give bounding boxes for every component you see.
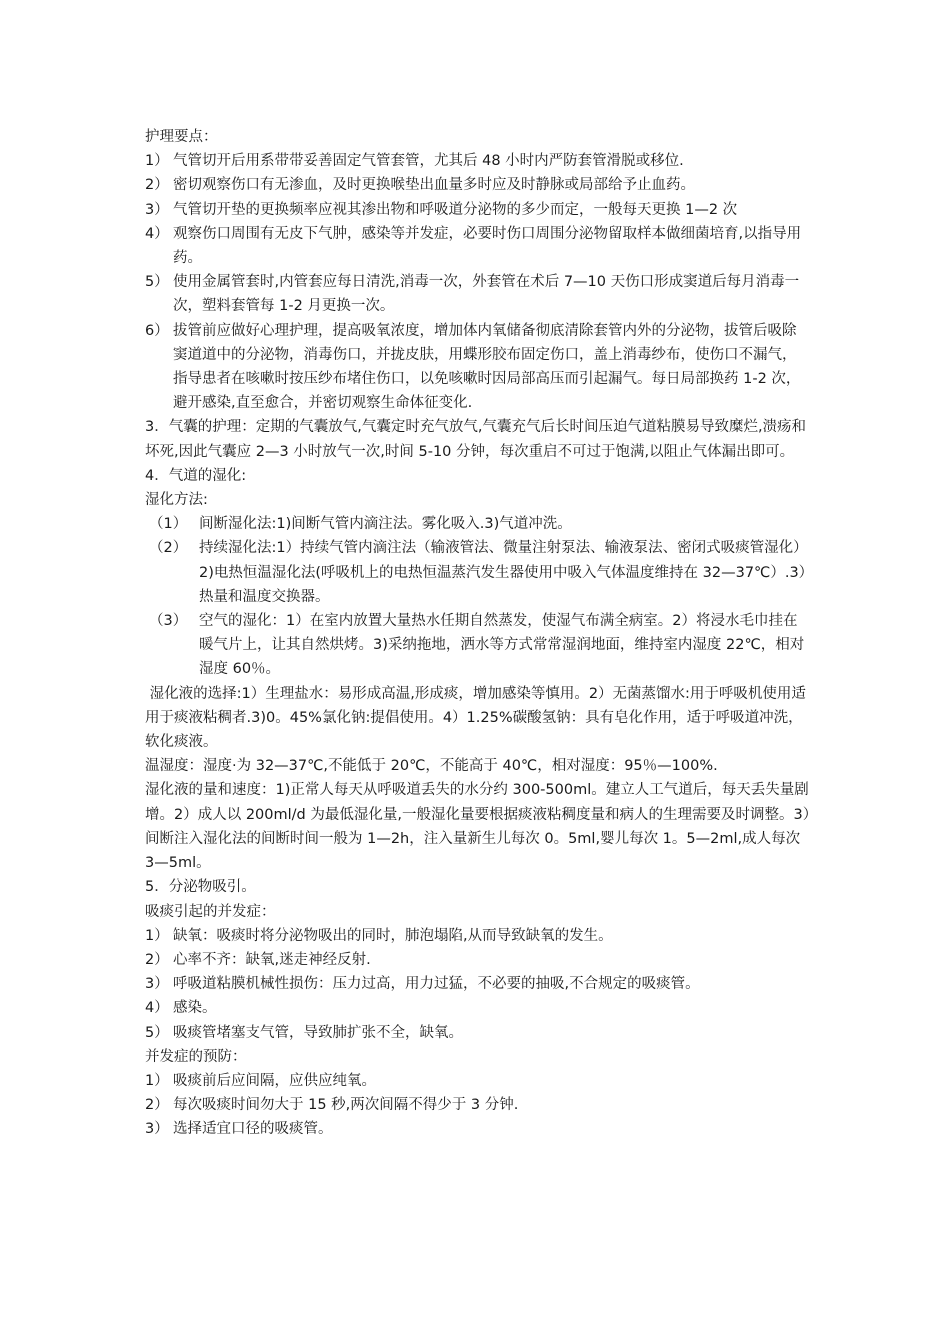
prevention-list — [145, 1069, 810, 1142]
item-text: 气管切开垫的更换频率应视其渗出物和呼吸道分泌物的多少而定，一般每天更换 1—2 次 — [173, 201, 738, 218]
list-item — [145, 1117, 810, 1141]
method-heading: 湿化方法: — [145, 492, 208, 509]
nursing-points-heading: 护理要点： — [145, 129, 218, 145]
item-number: 3） — [145, 201, 169, 218]
suction-heading: 5．分泌物吸引。 — [145, 879, 256, 896]
item-text: 缺氧：吸痰时将分泌物吸出的同时，肺泡塌陷,从而导致缺氧的发生。 — [173, 927, 613, 944]
list-item — [145, 222, 810, 270]
item-text: 吸痰前后应间隔，应供应纯氧。 — [173, 1072, 376, 1089]
item-number: 6） — [145, 322, 169, 339]
complications-heading: 吸痰引起的并发症： — [145, 903, 276, 920]
item-text: 每次吸痰时间勿大于 15 秒,两次间隔不得少于 3 分钟. — [173, 1097, 519, 1114]
item-number: 1） — [145, 1072, 169, 1089]
humidify-heading: 4．气道的湿化: — [145, 467, 247, 484]
cuff-care-paragraph: 3．气囊的护理：定期的气囊放气,气囊定时充气放气,气囊充气后长时间压迫气道粘膜易导致糜烂,溃疡和坏死,因此气囊应 2—3 小时放气一次,时间 5-10 分钟，每次重启不可过于饱满,以阻止气体漏出即可。 — [145, 419, 807, 460]
item-text: 气管切开后用系带带妥善固定气管套管，尤其后 48 小时内严防套管滑脱或移位. — [173, 153, 684, 170]
list-item — [145, 996, 810, 1020]
prevention-heading: 并发症的预防： — [145, 1048, 247, 1065]
item-number: 2） — [145, 1097, 169, 1114]
item-number: 4） — [145, 1000, 169, 1017]
list-item — [145, 924, 810, 948]
list-item — [145, 319, 810, 416]
document-body — [145, 125, 810, 1142]
methods-list — [145, 512, 810, 681]
list-item — [145, 948, 810, 972]
amount-speed-paragraph: 湿化液的量和速度：1)正常人每天从呼吸道丢失的水分约 300-500ml。建立人工气道后，每天丢失量剧增。2）成人以 200ml/d 为最低湿化量,一般湿化量要根据痰液粘稠度量和病人的生理需要及时调整。3）间断注入湿化法的间断时间一般为 1—2h，注入量新生儿每次 0。5ml,婴儿每次 1。5—2ml,成人每次 3—5ml。 — [145, 782, 810, 872]
item-number: 5） — [145, 274, 169, 291]
list-item — [145, 270, 810, 318]
item-text: 持续湿化法:1）持续气管内滴注法（输液管法、微量注射泵法、输液泵法、密闭式吸痰管湿化）2)电热恒温湿化法(呼吸机上的电热恒温蒸汽发生器使用中吸入气体温度维持在 32—37℃）.3）热量和温度交换器。 — [199, 540, 808, 605]
item-text: 观察伤口周围有无皮下气肿，感染等并发症，必要时伤口周围分泌物留取样本做细菌培育,以指导用药。 — [173, 225, 802, 267]
item-text: 拔管前应做好心理护理，提高吸氧浓度，增加体内氧储备彻底清除套管内外的分泌物，拔管后吸除窦道道中的分泌物，消毒伤口，并拢皮肤，用蝶形胶布固定伤口，盖上消毒纱布，使伤口不漏气，指导患者在咳嗽时按压纱布堵住伤口，以免咳嗽时因局部高压而引起漏气。每日局部换药 1-2 次，避开感染,直至愈合，并密切观察生命体征变化. — [173, 322, 801, 412]
list-item — [145, 972, 810, 996]
item-text: 间断湿化法:1)间断气管内滴注法。雾化吸入.3)气道冲洗。 — [199, 516, 572, 533]
item-number: 2） — [145, 177, 169, 194]
item-number: 4） — [145, 225, 169, 242]
list-item — [145, 198, 810, 222]
item-number: （1） — [149, 516, 188, 533]
list-item — [145, 512, 810, 536]
item-text: 呼吸道粘膜机械性损伤：压力过高，用力过猛，不必要的抽吸,不合规定的吸痰管。 — [173, 976, 700, 993]
list-item — [145, 1093, 810, 1117]
item-text: 吸痰管堵塞支气管，导致肺扩张不全，缺氧。 — [173, 1024, 463, 1041]
item-number: （2） — [149, 540, 188, 557]
list-item — [145, 536, 810, 609]
list-item — [145, 1069, 810, 1093]
temperature-paragraph: 温湿度：湿度·为 32—37℃,不能低于 20℃，不能高于 40℃，相对湿度：95％—100%. — [145, 758, 718, 775]
item-number: 1） — [145, 927, 169, 944]
item-number: 2） — [145, 951, 169, 968]
item-number: （3） — [149, 613, 188, 630]
list-item — [145, 149, 810, 173]
item-number: 1） — [145, 153, 169, 170]
item-text: 感染。 — [173, 1000, 217, 1017]
nursing-points-list — [145, 149, 810, 415]
complications-list — [145, 924, 810, 1045]
item-text: 心率不齐：缺氧,迷走神经反射. — [173, 951, 371, 968]
item-text: 使用金属管套时,内管套应每日清洗,消毒一次，外套管在术后 7—10 天伤口形成窦道后每月消毒一次，塑料套管每 1-2 月更换一次。 — [173, 274, 800, 315]
item-text: 选择适宜口径的吸痰管。 — [173, 1121, 333, 1138]
item-number: 3） — [145, 1121, 169, 1138]
list-item — [145, 1021, 810, 1045]
item-text: 密切观察伤口有无渗血，及时更换喉垫出血量多时应及时静脉或局部给予止血药。 — [173, 177, 695, 194]
item-number: 5） — [145, 1024, 169, 1041]
item-text: 空气的湿化：1）在室内放置大量热水任期自然蒸发，使湿气布满全病室。2）将浸水毛巾挂在暖气片上，让其自然烘烤。3)采纳拖地，洒水等方式常常湿润地面，维持室内湿度 22℃，相对湿度 60％。 — [199, 613, 805, 678]
list-item — [145, 173, 810, 197]
item-number: 3） — [145, 976, 169, 993]
list-item — [145, 609, 810, 682]
liquid-choice-paragraph: 湿化液的选择:1）生理盐水：易形成高温,形成痰，增加感染等慎用。2）无菌蒸馏水:用于呼吸机使用适用于痰液粘稠者.3)0。45%氯化钠:提倡使用。4）1.25%碳酸氢钠：具有皂化作用，适于呼吸道冲洗，软化痰液。 — [145, 685, 806, 751]
